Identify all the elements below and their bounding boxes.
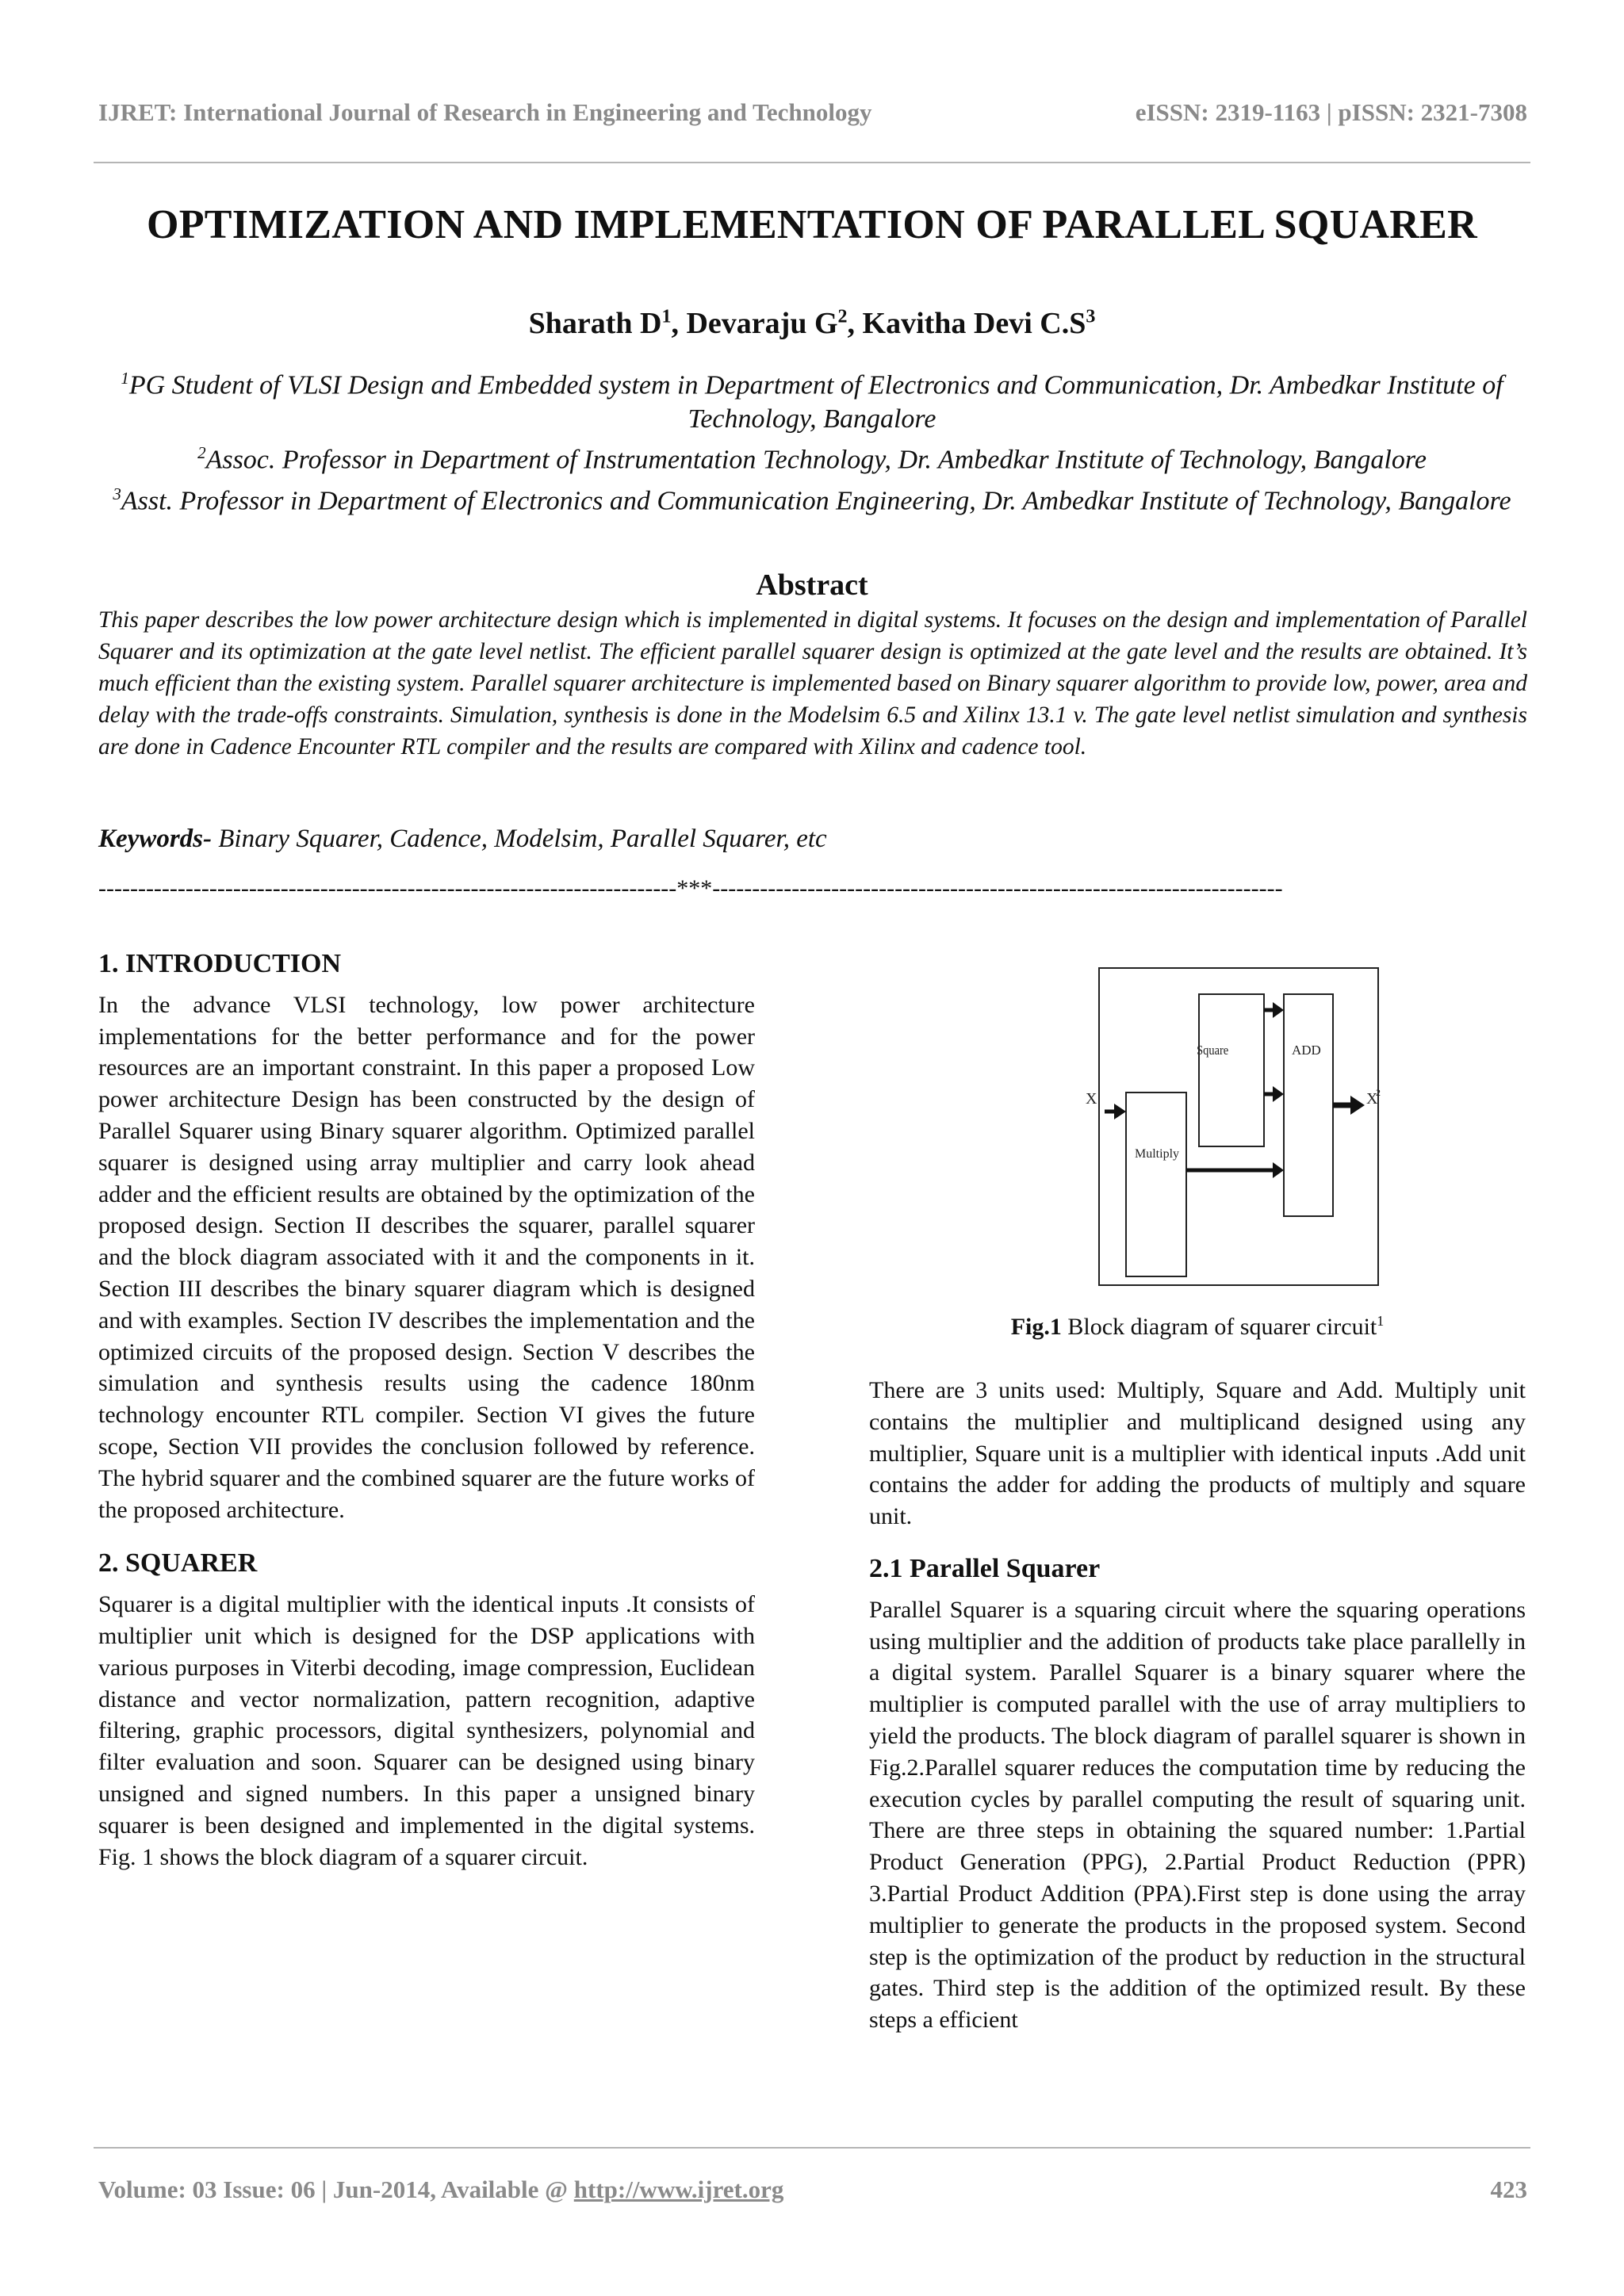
author-affil-mark: 1 [661, 306, 672, 327]
parallel-squarer-heading: 2.1 Parallel Squarer [869, 1553, 1101, 1583]
affiliation-mark: 1 [121, 369, 129, 388]
keywords-text: Binary Squarer, Cadence, Modelsim, Parallel Squarer, etc [212, 825, 827, 853]
square-block [1199, 994, 1264, 1146]
affiliation-3 [87, 477, 1537, 518]
author-separator: , [671, 307, 687, 340]
figure-frame [1099, 968, 1378, 1285]
add-label: ADD [1292, 1043, 1321, 1058]
author-affil-mark: 3 [1086, 306, 1096, 327]
square-to-add-arrowhead-top [1273, 1002, 1284, 1018]
add-block [1284, 994, 1333, 1216]
author-affil-mark: 2 [837, 306, 848, 327]
units-text: There are 3 units used: Multiply, Square and Add. Multiply unit contains the multiplier and multiplicand designed using any multiplier, Square unit is a multiplier with identical inputs .Add unit contains the adder for adding the products of multiply and square unit. [869, 1377, 1526, 1530]
journal-url-link[interactable]: http://www.ijret.org [573, 2175, 784, 2203]
author-name: Sharath D [528, 307, 662, 340]
author-name: Devaraju G [686, 307, 838, 340]
abstract-heading: Abstract [756, 568, 868, 602]
output-exponent: 2 [1376, 1087, 1381, 1098]
affiliation-mark: 3 [113, 484, 121, 503]
figure-caption [869, 1313, 1526, 1341]
keywords-label: Keywords- [98, 825, 212, 853]
affiliation-text: Assoc. Professor in Department of Instrumentation Technology, Dr. Ambedkar Institute of Technology, Bangalore [205, 445, 1427, 475]
running-footer [98, 2175, 1527, 2215]
figure-caption-text: Block diagram of squarer circuit [1061, 1314, 1377, 1340]
input-arrow-head [1114, 1104, 1126, 1119]
footer-prefix: Volume: 03 Issue: 06 | Jun-2014, Available @ [98, 2175, 574, 2203]
page-number: 423 [1490, 2175, 1527, 2203]
footer-volume-info [98, 2175, 783, 2204]
author-name: Kavitha Devi C.S [862, 307, 1086, 340]
header-rule [94, 162, 1530, 163]
squarer-text: Squarer is a digital multiplier with the identical inputs .It consists of multiplier unit which is designed for the DSP applications with various purposes in Viterbi decoding, image compression, Euclidean distance and vector normalization, pattern recognition, adaptive filtering, graphic processors, digital synthesizers, polynomial and filter evaluation and soon. Squarer can be designed using binary unsigned and signed numbers. In this paper a unsigned binary squarer is been designed and implemented in the digital systems. Fig. 1 shows the block diagram of a squarer circuit. [98, 1591, 755, 1870]
issn-info: eISSN: 2319-1163 | pISSN: 2321-7308 [1135, 98, 1527, 126]
affiliation-2 [87, 436, 1537, 476]
square-to-add-arrowhead-mid [1273, 1086, 1284, 1102]
squarer-heading: 2. SQUARER [98, 1548, 258, 1578]
square-label: Square [1197, 1043, 1229, 1058]
introduction-heading: 1. INTRODUCTION [98, 949, 342, 978]
parallel-squarer-text: Parallel Squarer is a squaring circuit where the squaring operations using multiplier and the addition of products take place parallelly in a digital system. Parallel Squarer is a binary squarer where the multiplier is computed parallel with the use of array multipliers to yield the products. The block diagram of parallel squarer is shown in Fig.2.Parallel squarer reduces the computation time by reducing the execution cycles by parallel computing the result of squaring unit. There are three steps in obtaining the squared number: 1.Partial Product Generation (PPG), 2.Partial Product Reduction (PPR) 3.Partial Product Addition (PPA).First step is done using the array multiplier to generate the products in the proposed system. Second step is the optimization of the product by reduction in the structural gates. Third step is the addition of the optimized result. By these steps a efficient [869, 1596, 1526, 2034]
section-separator: -------------------------------------------------------------------------***------------------------------------------------------------------------ [98, 875, 1283, 901]
input-label: X [1086, 1090, 1097, 1108]
author-list [0, 306, 1624, 341]
abstract-text: This paper describes the low power architecture design which is implemented in digital systems. It focuses on the design and implementation of Parallel Squarer and its optimization at the gate level netlist. The efficient parallel squarer design is optimized at the gate level and the results are obtained. It’s much efficient than the existing system. Parallel squarer architecture is implemented based on Binary squarer algorithm to provide low, power, area and delay with the trade-offs constraints. Simulation, synthesis is done in the Modelsim 6.5 and Xilinx 13.1 v. The gate level netlist simulation and synthesis are done in Cadence Encounter RTL compiler and the results are compared with Xilinx and cadence tool. [98, 607, 1527, 760]
journal-name: IJRET: International Journal of Research in Engineering and Technology [98, 98, 872, 126]
output-label: X [1366, 1090, 1378, 1108]
author-separator: , [847, 307, 863, 340]
affiliation-1 [87, 362, 1537, 436]
multiply-label: Multiply [1135, 1147, 1180, 1161]
keywords [98, 825, 1527, 854]
figure-caption-ref: 1 [1377, 1313, 1385, 1329]
footer-rule [94, 2147, 1530, 2149]
introduction-text: In the advance VLSI technology, low power architecture implementations for the better performance and for the power resources are an important constraint. In this paper a proposed Low power architecture Design has been constructed by the design of Parallel Squarer using Binary squarer algorithm. Optimized parallel squarer is designed using array multiplier and carry look ahead adder and the efficient results are obtained by the optimization of the proposed design. Section II describes the squarer, parallel squarer and the block diagram associated with it and the components in it. Section III describes the binary squarer diagram which is designed and with examples. Section IV describes the implementation and the optimized circuits of the proposed design. Section V describes the simulation and synthesis results using the cadence 180nm technology encounter RTL compiler. Section VI gives the future scope, Section VII provides the conclusion followed by reference. The hybrid squarer and the combined squarer are the future works of the proposed architecture. [98, 991, 755, 1523]
multiply-block [1126, 1093, 1186, 1276]
running-header [98, 98, 1527, 138]
right-column [869, 1375, 1526, 2036]
left-column [98, 948, 755, 1873]
multiply-to-add-arrowhead [1273, 1162, 1284, 1178]
affiliation-mark: 2 [197, 443, 206, 463]
affiliation-text: PG Student of VLSI Design and Embedded system in Department of Electronics and Communication, Dr. Ambedkar Institute of Technology, Bangalore [128, 370, 1503, 434]
output-arrow-head [1350, 1096, 1365, 1115]
figure-caption-label: Fig.1 [1010, 1314, 1062, 1340]
affiliation-text: Asst. Professor in Department of Electronics and Communication Engineering, Dr. Ambedkar Institute of Technology, Bangalore [121, 485, 1511, 515]
squarer-block-diagram [1086, 967, 1381, 1286]
paper-title: OPTIMIZATION AND IMPLEMENTATION OF PARALLEL SQUARER [146, 202, 1477, 247]
affiliations [87, 362, 1537, 518]
